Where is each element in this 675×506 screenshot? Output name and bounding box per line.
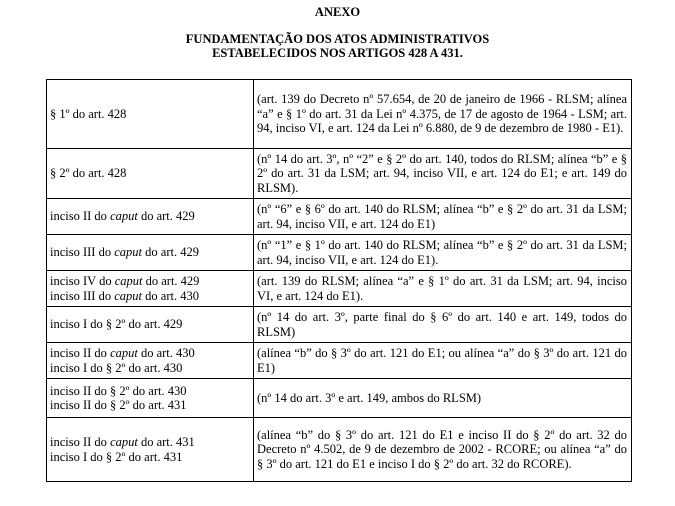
article-reference: inciso II do § 2º do art. 431 xyxy=(50,398,187,412)
legal-basis-cell: (nº 14 do art. 3º, nº “2” e § 2º do art. 140, todos do RLSM; alínea “b” e § 2º do art. 31 da LSM; art. 94, inciso VII, e art. 124 do E1; e art. 149 do RLSM). xyxy=(254,149,632,199)
table-row xyxy=(47,199,632,235)
table-row xyxy=(47,149,632,199)
table-row xyxy=(47,418,632,482)
table-row xyxy=(47,307,632,343)
article-reference-cell xyxy=(47,199,254,235)
legal-basis-cell: (nº 14 do art. 3º e art. 149, ambos do RLSM) xyxy=(254,379,632,418)
article-reference-cell xyxy=(47,307,254,343)
legal-basis-cell: (nº 14 do art. 3º, parte final do § 6º do art. 140 e art. 149, todos do RLSM) xyxy=(254,307,632,343)
article-reference: inciso I do § 2º do art. 431 xyxy=(50,449,183,464)
table-row xyxy=(47,379,632,418)
legal-basis-cell: (alínea “b” do § 3º do art. 121 do E1; ou alínea “a” do § 3º do art. 121 do E1) xyxy=(254,343,632,379)
article-reference-cell xyxy=(47,418,254,482)
article-reference: inciso II do caput do art. 431 xyxy=(50,435,195,449)
article-reference: inciso IV do caput do art. 429 xyxy=(50,274,200,288)
article-reference-cell xyxy=(47,343,254,379)
table-row xyxy=(47,235,632,271)
legal-basis-cell: (nº “6” e § 6º do art. 140 do RLSM; alínea “b” e § 2º do art. 31 da LSM; art. 94, inciso VII, e art. 124 do E1) xyxy=(254,199,632,235)
table-row xyxy=(47,80,632,149)
article-reference-cell xyxy=(47,80,254,149)
legal-basis-cell: (art. 139 do RLSM; alínea “a” e § 1º do art. 31 da LSM; art. 94, inciso VI, e art. 124 do E1). xyxy=(254,271,632,307)
article-reference: inciso II do caput do art. 430 xyxy=(50,346,195,360)
legal-basis-cell: (alínea “b” do § 3º do art. 121 do E1 e inciso II do § 2º do art. 32 do Decreto nº 4.502, de 9 de dezembro de 2002 - RCORE; ou alínea “a” do § 3º do art. 121 do E1 e inciso I do § 2º do art. 32 do RCORE). xyxy=(254,418,632,482)
article-reference: § 2º do art. 428 xyxy=(50,166,127,181)
article-reference: inciso III do caput do art. 429 xyxy=(50,245,199,260)
document-title xyxy=(0,32,675,60)
article-reference-cell xyxy=(47,235,254,271)
title-line-2: ESTABELECIDOS NOS ARTIGOS 428 A 431. xyxy=(212,46,463,60)
article-reference: § 1º do art. 428 xyxy=(50,106,127,121)
table-row xyxy=(47,343,632,379)
legal-basis-cell: (art. 139 do Decreto nº 57.654, de 20 de janeiro de 1966 - RLSM; alínea “a” e § 1º do art. 31 da Lei nº 4.375, de 17 de agosto de 1964 - LSM; art. 94, inciso VI, e art. 124 da Lei nº 6.880, de 9 de dezembro de 1980 - E1). xyxy=(254,80,632,149)
article-reference: inciso I do § 2º do art. 430 xyxy=(50,360,183,375)
article-reference: inciso II do § 2º do art. 430 xyxy=(50,383,187,398)
title-line-1: FUNDAMENTAÇÃO DOS ATOS ADMINISTRATIVOS xyxy=(185,32,490,46)
table-row xyxy=(47,271,632,307)
foundation-table xyxy=(46,79,632,482)
article-reference-cell xyxy=(47,271,254,307)
article-reference-cell xyxy=(47,149,254,199)
article-reference: inciso III do caput do art. 430 xyxy=(50,288,199,303)
article-reference: inciso I do § 2º do art. 429 xyxy=(50,317,183,332)
article-reference: inciso II do caput do art. 429 xyxy=(50,209,195,224)
article-reference-cell xyxy=(47,379,254,418)
legal-basis-cell: (nº “1” e § 1º do art. 140 do RLSM; alínea “b” e § 2º do art. 31 da LSM; art. 94, inciso VII, e art. 124 do E1). xyxy=(254,235,632,271)
annex-heading: ANEXO xyxy=(314,5,361,19)
